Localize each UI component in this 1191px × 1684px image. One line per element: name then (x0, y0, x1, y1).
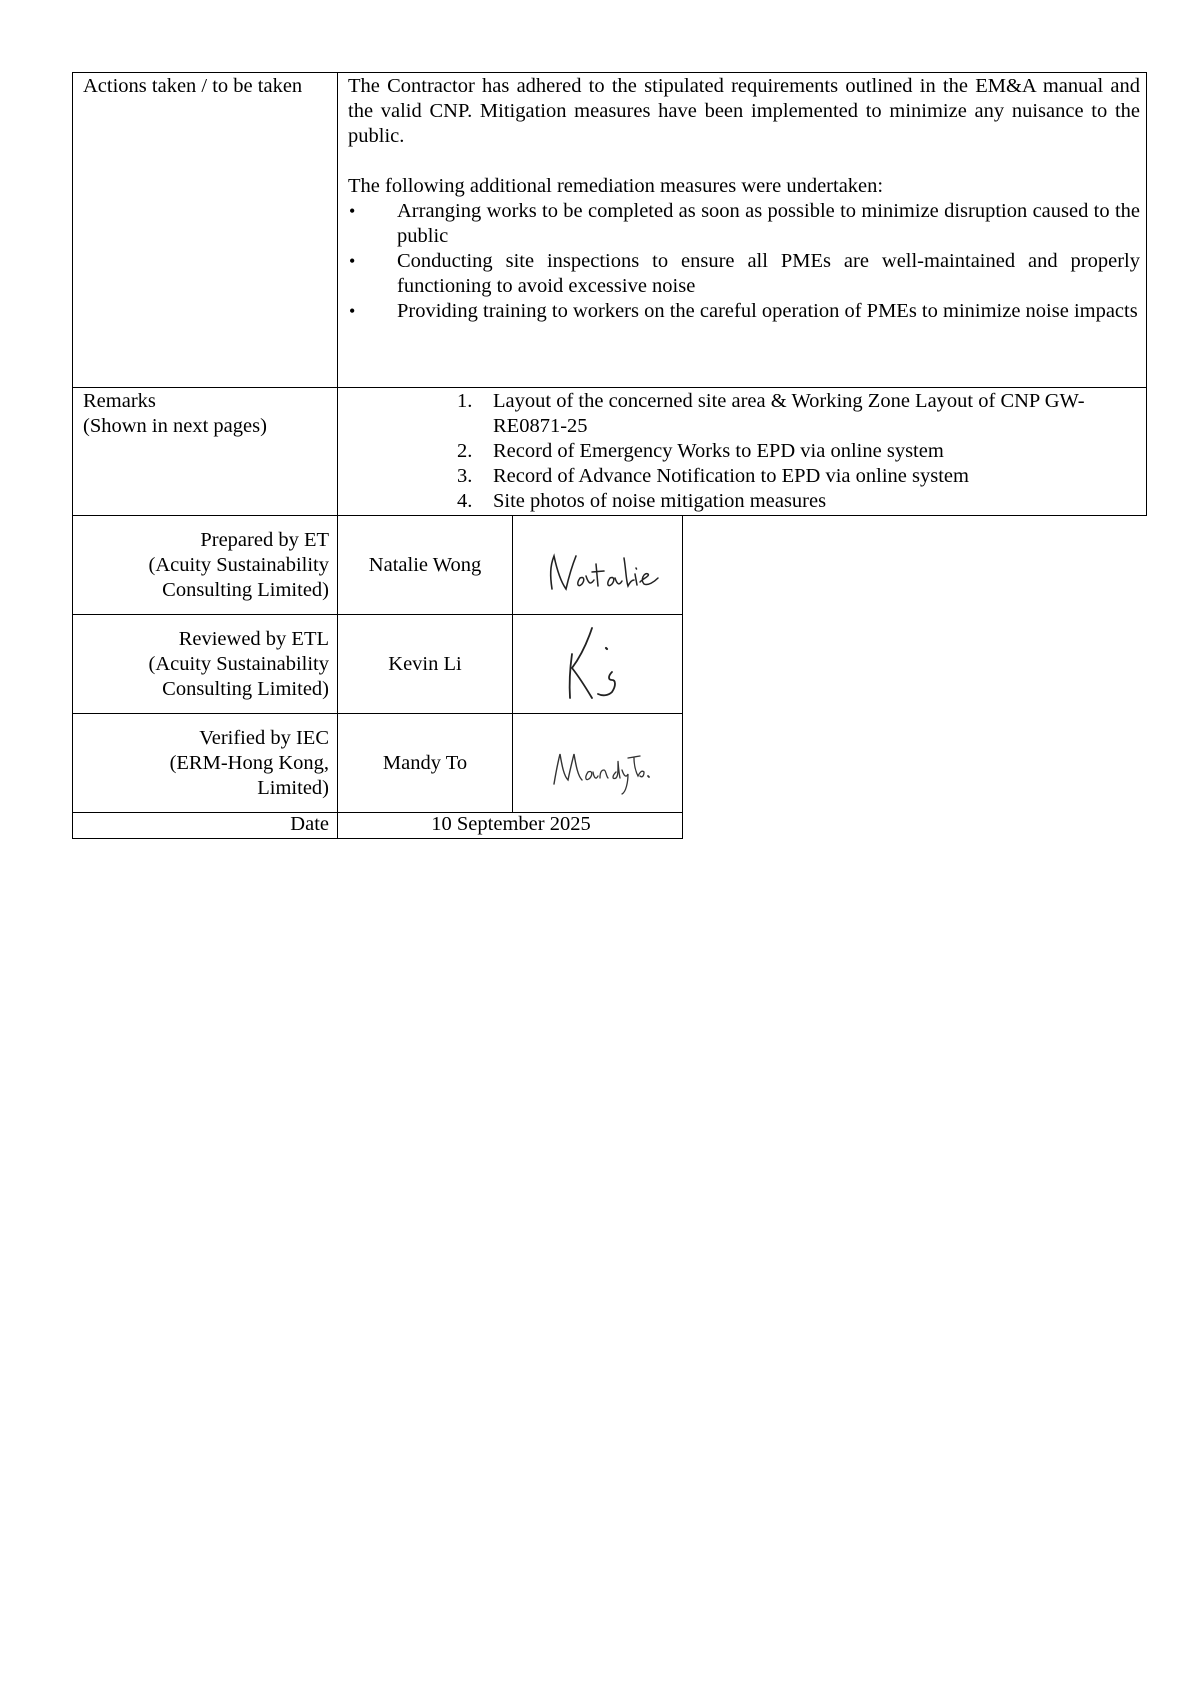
row-divider (73, 614, 682, 615)
actions-label: Actions taken / to be taken (83, 75, 303, 97)
remarks-label-line-2: (Shown in next pages) (83, 415, 267, 437)
actions-paragraph-2: The following additional remediation measures were undertaken: (348, 175, 884, 197)
bullet-text: Arranging works to be completed as soon as possible to minimize disruption caused to the public (397, 200, 1140, 247)
item-text: Site photos of noise mitigation measures (493, 490, 827, 512)
remarks-label-line-1: Remarks (83, 390, 156, 412)
row-divider (73, 387, 1146, 388)
role-line: (Acuity Sustainability (148, 653, 329, 675)
role-line: Consulting Limited) (162, 678, 329, 700)
bullet-icon: • (349, 251, 356, 271)
role-line: Consulting Limited) (162, 579, 329, 601)
list-item (348, 199, 1140, 249)
role-line: Limited) (257, 777, 329, 799)
bullet-text: Conducting site inspections to ensure all PMEs are well-maintained and properly functioning to avoid excessive noise (397, 250, 1140, 297)
signoff-table (72, 516, 683, 839)
list-item (383, 489, 1103, 514)
bullet-icon: • (349, 201, 356, 221)
signature-natalie-icon (514, 526, 682, 606)
prepared-by-signature (514, 526, 682, 606)
reviewed-by-name: Kevin Li (388, 653, 462, 675)
item-text: Record of Emergency Works to EPD via online system (493, 440, 944, 462)
role-line: (Acuity Sustainability (148, 554, 329, 576)
column-divider (337, 73, 338, 515)
item-number: 1. (457, 390, 473, 412)
verified-by-name: Mandy To (382, 752, 468, 774)
role-line: Prepared by ET (200, 529, 329, 551)
date-label: Date (290, 813, 329, 835)
signature-ki-icon (514, 616, 682, 712)
role-line: Reviewed by ETL (178, 628, 329, 650)
verified-by-role (79, 726, 329, 801)
remarks-label (83, 389, 333, 439)
list-item (348, 249, 1140, 299)
prepared-by-role (79, 528, 329, 603)
role-line: (ERM-Hong Kong, (169, 752, 329, 774)
list-item (383, 464, 1103, 489)
remarks-content (383, 389, 1103, 514)
reviewed-by-signature (514, 616, 682, 712)
item-number: 2. (457, 440, 473, 462)
role-line: Verified by IEC (199, 727, 329, 749)
list-item (383, 389, 1103, 439)
signature-mandy-to-icon (514, 722, 682, 802)
column-divider (512, 516, 513, 812)
actions-paragraph-1: The Contractor has adhered to the stipulated requirements outlined in the EM&A manual and the valid CNP. Mitigation measures have been implemented to minimize any nuisance to the public. (348, 75, 1140, 147)
bullet-icon: • (349, 301, 356, 321)
item-number: 3. (457, 465, 473, 487)
item-text: Layout of the concerned site area & Working Zone Layout of CNP GW-RE0871-25 (493, 390, 1085, 437)
prepared-by-name: Natalie Wong (368, 554, 482, 576)
bullet-text: Providing training to workers on the careful operation of PMEs to minimize noise impacts (397, 300, 1138, 322)
item-number: 4. (457, 490, 473, 512)
list-item (383, 439, 1103, 464)
remediation-bullet-list (348, 199, 1140, 324)
actions-remarks-table (72, 72, 1147, 516)
date-value: 10 September 2025 (431, 813, 591, 835)
row-divider (73, 713, 682, 714)
reviewed-by-role (79, 627, 329, 702)
verified-by-signature (514, 722, 682, 802)
list-item (348, 299, 1140, 324)
actions-content (348, 74, 1140, 324)
item-text: Record of Advance Notification to EPD via online system (493, 465, 969, 487)
remarks-numbered-list (383, 389, 1103, 514)
